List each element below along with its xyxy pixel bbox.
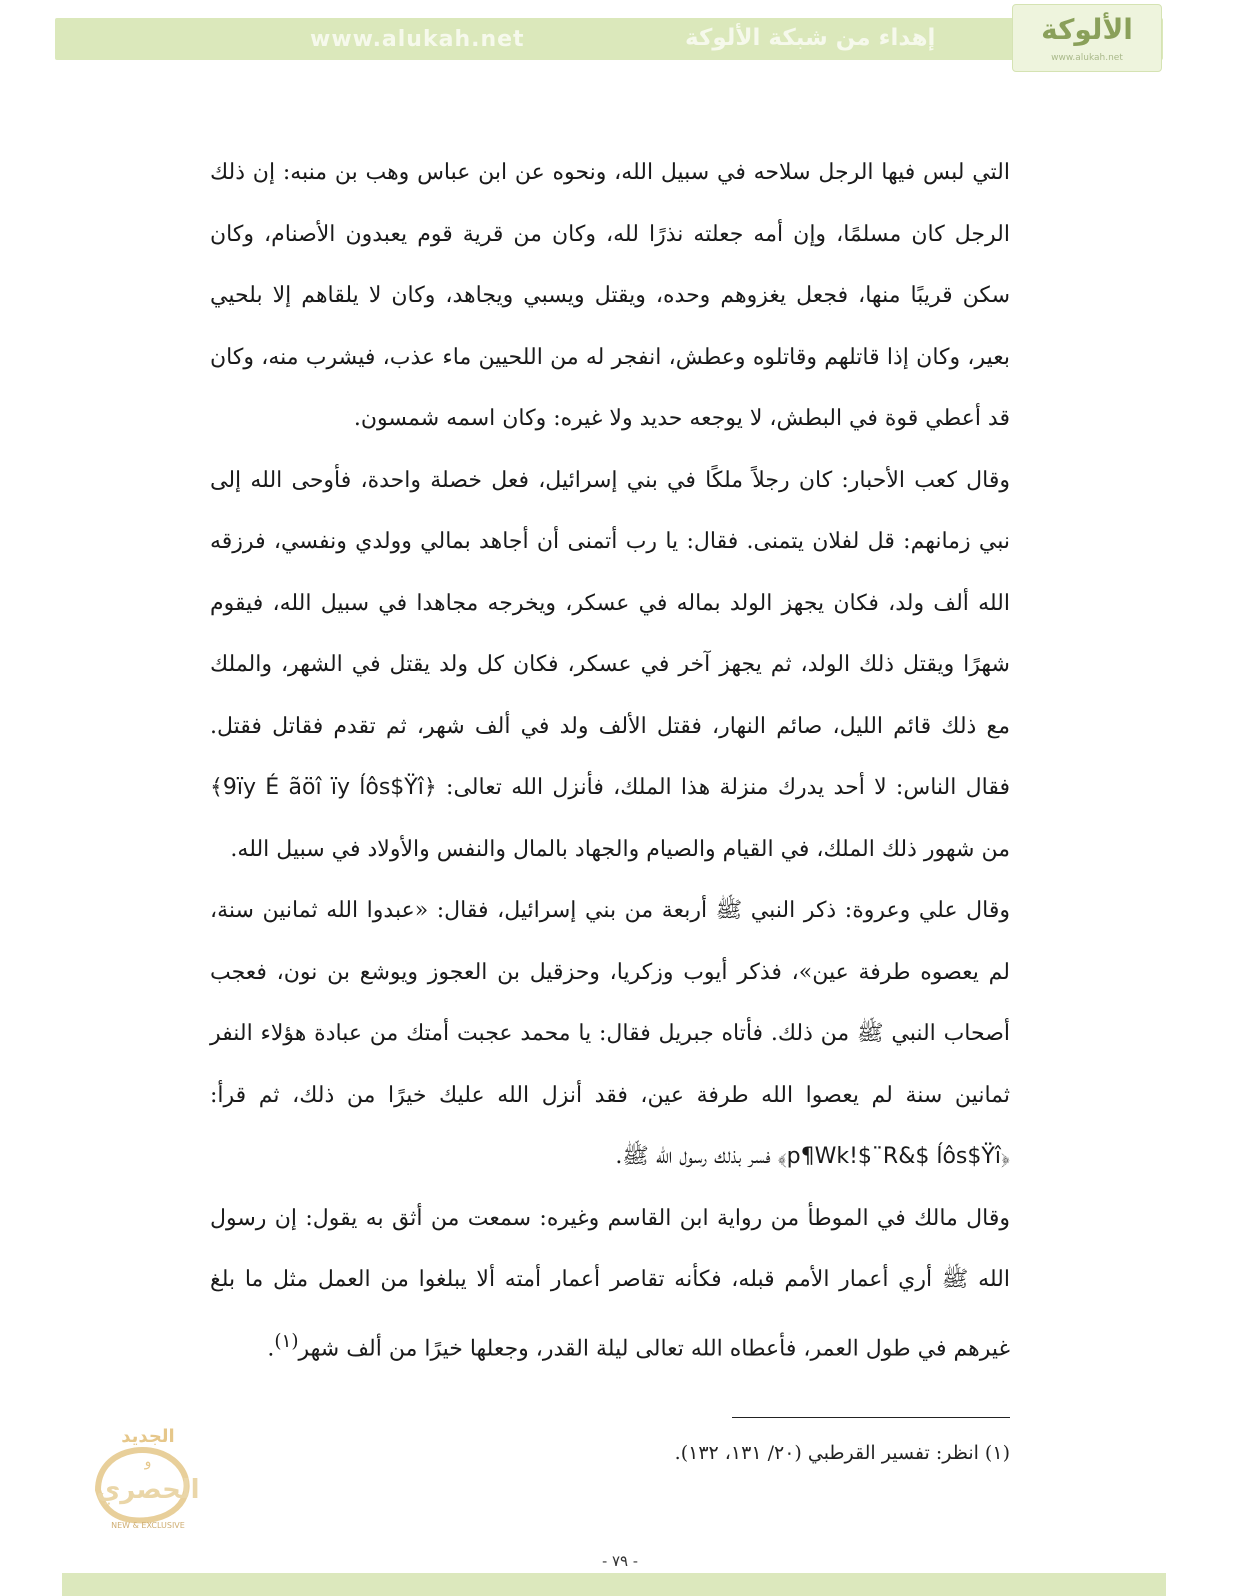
paragraph-4-text: وقال مالك في الموطأ من رواية ابن القاسم وغيره: سمعت من أثق به يقول: إن رسول الله ﷺ أري أعمار الأمم قبله، فكأنه تقاصر أعمار أمته ألا يبلغوا من العمل مثل ما بلغ غيرهم في طول العمر، فأعطاه الله تعالى ليلة القدر، وجعلها خيرًا من ألف شهر: [210, 1205, 1010, 1361]
quran-glyph-run-1: 9ïy É ãöî ïy ĺôs$Ÿî: [222, 775, 424, 800]
paragraph-3-text: وقال علي وعروة: ذكر النبي ﷺ أربعة من بني إسرائيل، فقال: «عبدوا الله ثمانين سنة، لم يعصوه طرفة عين»، فذكر أيوب وزكريا، وحزقيل بن العجوز ويوشع بن نون، فعجب أصحاب النبي ﷺ من ذلك. فأتاه جبريل فقال: يا محمد عجبت أمتك من عبادة هؤلاء النفر ثمانين سنة لم يعصوا الله طرفة عين، فقد أنزل الله عليك خيرًا من ذلك، ثم قرأ: ﴿: [210, 898, 1010, 1169]
stamp-word-1: الجديد: [121, 1426, 175, 1447]
paragraph-3-end: ﴾ فسر بذلك رسول الله ﷺ.: [615, 1144, 787, 1169]
logo-text: الألوكة: [1041, 13, 1133, 46]
paragraph-3: [210, 880, 1010, 1188]
banner-title: إهداء من شبكة الألوكة: [685, 25, 936, 51]
site-url[interactable]: www.alukah.net: [310, 27, 525, 52]
stamp-word-3: الحصري: [96, 1475, 200, 1505]
top-banner: [55, 18, 1163, 60]
footnote-divider: [732, 1417, 1010, 1418]
paragraph-4: [210, 1188, 1010, 1380]
new-exclusive-stamp: [78, 1420, 218, 1532]
stamp-word-2: و: [144, 1454, 152, 1470]
paragraph-4-end: .: [267, 1335, 275, 1361]
footnote-ref[interactable]: (١): [274, 1330, 299, 1352]
quran-glyph-run-2: p¶Wk!$¨R&$: [786, 1144, 930, 1169]
paragraph-2-end: ﴾ من شهور ذلك الملك، في القيام والصيام والجهاد بالمال والنفس والأولاد في سبيل الله.: [210, 775, 1010, 862]
page-body: [210, 142, 1010, 1379]
paragraph-1: التي لبس فيها الرجل سلاحه في سبيل الله، ونحوه عن ابن عباس وهب بن منبه: إن ذلك الرجل كان مسلمًا، وإن أمه جعلته نذرًا لله، وكان من قرية قوم يعبدون الأصنام، وكان سكن قريبًا منها، فجعل يغزوهم وحده، ويقتل ويسبي ويجاهد، وكان لا يلقاهم إلا بلحيي بعير، وكان إذا قاتلهم وقاتلوه وعطش، انفجر له من اللحيين ماء عذب، فيشرب منه، وكان قد أعطي قوة في البطش، لا يوجعه حديد ولا غيره: وكان اسمه شمسون.: [210, 160, 1010, 431]
page-number: - ٧٩ -: [602, 1552, 638, 1570]
quran-glyph-run-3: ĺôs$Ÿî: [936, 1144, 1001, 1169]
paragraph-2-text: وقال كعب الأحبار: كان رجلاً ملكًا في بني إسرائيل، فعل خصلة واحدة، فأوحى الله إلى نبي زمانهم: قل لفلان يتمنى. فقال: يا رب أتمنى أن أجاهد بمالي وولدي ونفسي، فرزقه الله ألف ولد، فكان يجهز الولد بماله في عسكر، ويخرجه مجاهدا في سبيل الله، فيقوم شهرًا ويقتل ذلك الولد، ثم يجهز آخر في عسكر، فكان كل ولد يقتل في الشهر، والملك مع ذلك قائم الليل، صائم النهار، فقتل الألف ولد في ألف شهر، ثم تقدم فقاتل فقتل. فقال الناس: لا أحد يدرك منزلة هذا الملك، فأنزل الله تعالى: ﴿: [210, 467, 1010, 800]
stamp-caption: NEW & EXCLUSIVE: [111, 1521, 185, 1530]
logo-url: www.alukah.net: [1051, 53, 1123, 63]
bottom-band: [62, 1573, 1166, 1596]
site-logo[interactable]: [1012, 4, 1162, 72]
paragraph-2: [210, 450, 1010, 881]
footnote: (١) انظر: تفسير القرطبي (٢٠/ ١٣١، ١٣٢).: [674, 1442, 1010, 1464]
